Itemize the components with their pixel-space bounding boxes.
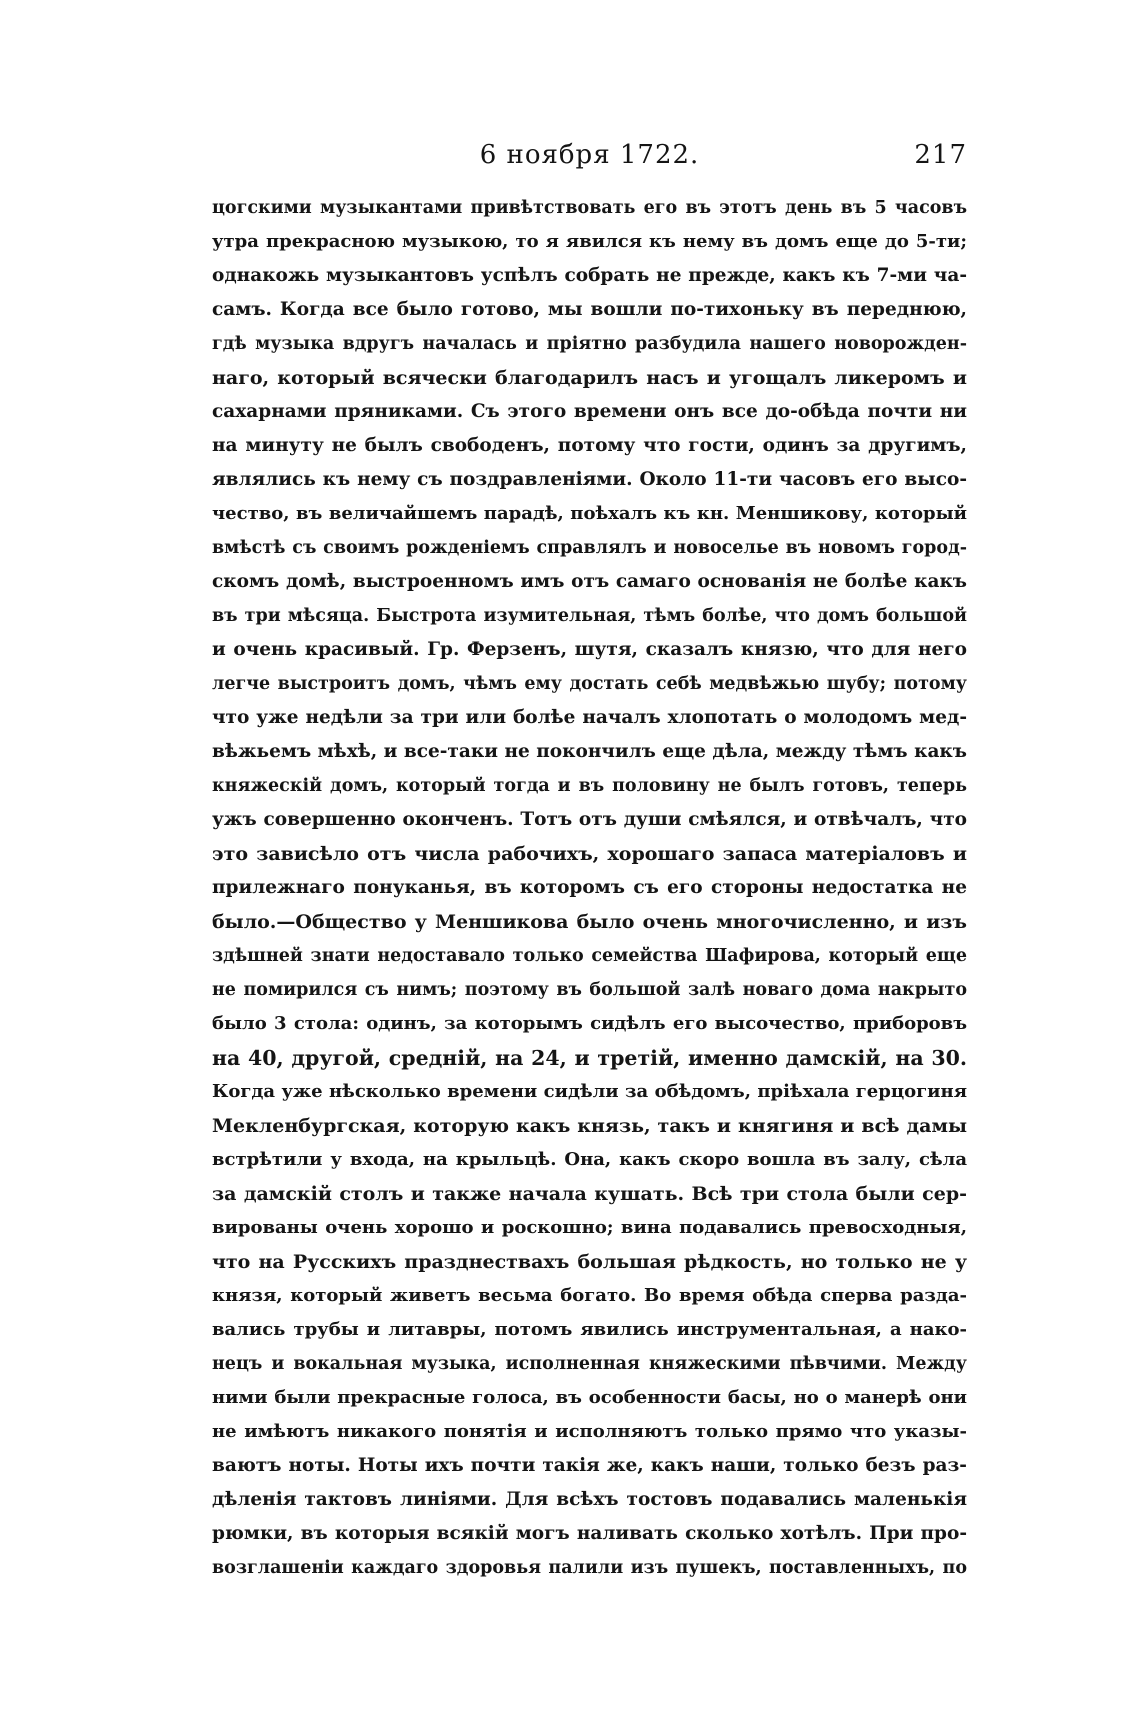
text-line: наго, который всячески благодарилъ насъ и угощалъ ликеромъ и	[212, 367, 967, 389]
text-line: на минуту не былъ свободенъ, потому что гости, одинъ за другимъ,	[212, 435, 967, 456]
text-line: на 40, другой, средній, на 24, и третій, именно дамскій, на 30.	[212, 1046, 967, 1070]
text-line: за дамскій столъ и также начала кушать. Всѣ три стола были сер-	[212, 1183, 967, 1205]
text-line: князя, который живетъ весьма богато. Во время обѣда сперва разда-	[212, 1285, 967, 1306]
text-line: что на Русскихъ празднествахъ большая рѣдкость, но только не у	[212, 1251, 967, 1273]
text-line: было.—Общество у Меншикова было очень многочисленно, и изъ	[212, 911, 967, 933]
text-line: было 3 стола: одинъ, за которымъ сидѣлъ его высочество, приборовъ	[212, 1013, 967, 1034]
text-line: скомъ домѣ, выстроенномъ имъ отъ самаго основанія не болѣе какъ	[212, 571, 967, 592]
text-line: что уже недѣли за три или болѣе началъ хлопотать о молодомъ мед-	[212, 707, 967, 728]
text-line: дѣленія тактовъ линіями. Для всѣхъ тостовъ подавались маленькія	[212, 1489, 967, 1510]
text-line: вированы очень хорошо и роскошно; вина подавались превосходныя,	[212, 1217, 967, 1238]
text-line: являлись къ нему съ поздравленіями. Около 11-ти часовъ его высо-	[212, 469, 967, 490]
text-line: нецъ и вокальная музыка, исполненная княжескими пѣвчими. Между	[212, 1354, 967, 1374]
text-line: и очень красивый. Гр. Ферзенъ, шутя, сказалъ князю, что для него	[212, 639, 967, 660]
page-number: 217	[914, 140, 967, 170]
text-line: гдѣ музыка вдругъ началась и пріятно разбудила нашего новорожден-	[212, 334, 967, 354]
running-head	[212, 140, 967, 180]
text-line: ваютъ ноты. Ноты ихъ почти такія же, какъ наши, только безъ раз-	[212, 1455, 967, 1476]
text-line: возглашеніи каждаго здоровья палили изъ пушекъ, поставленныхъ, по	[212, 1558, 967, 1578]
text-line: вѣжьемъ мѣхѣ, и все-таки не покончилъ еще дѣла, между тѣмъ какъ	[212, 741, 967, 762]
running-title: 6 ноября 1722.	[479, 140, 700, 170]
text-line: Когда уже нѣсколько времени сидѣли за обѣдомъ, пріѣхала герцогиня	[212, 1081, 967, 1102]
text-line: княжескій домъ, который тогда и въ половину не былъ готовъ, теперь	[212, 776, 967, 796]
text-line: чество, въ величайшемъ парадѣ, поѣхалъ къ кн. Меншикову, который	[212, 503, 967, 524]
text-line: ужъ совершенно оконченъ. Тотъ отъ души смѣялся, и отвѣчалъ, что	[212, 809, 967, 830]
text-line: въ три мѣсяца. Быстрота изумительная, тѣмъ болѣе, что домъ большой	[212, 606, 967, 626]
text-line: ними были прекрасные голоса, въ особенности басы, но о манерѣ они	[212, 1387, 967, 1408]
text-line: прилежнаго понуканья, въ которомъ съ его стороны недостатка не	[212, 877, 967, 898]
text-line: самъ. Когда все было готово, мы вошли по-тихоньку въ переднюю,	[212, 299, 967, 320]
text-line: вались трубы и литавры, потомъ явились инструментальная, а нако-	[212, 1319, 967, 1340]
text-line: цогскими музыкантами привѣтствовать его въ этотъ день въ 5 часовъ	[212, 198, 967, 218]
text-line: сахарнами пряниками. Съ этого времени онъ все до-обѣда почти ни	[212, 401, 967, 422]
text-line: вмѣстѣ съ своимъ рожденіемъ справлялъ и новоселье въ новомъ город-	[212, 538, 967, 558]
text-line: здѣшней знати недоставало только семейства Шафирова, который еще	[212, 946, 967, 966]
text-line: встрѣтили у входа, на крыльцѣ. Она, какъ скоро вошла въ залу, сѣла	[212, 1149, 967, 1170]
text-line: не имѣютъ никакого понятія и исполняютъ только прямо что указы-	[212, 1421, 967, 1442]
text-line: это зависѣло отъ числа рабочихъ, хорошаго запаса матеріаловъ и	[212, 843, 967, 865]
text-line: утра прекрасною музыкою, то я явился къ нему въ домъ еще до 5-ти;	[212, 231, 967, 252]
text-line: не помирился съ нимъ; поэтому въ большой залѣ новаго дома накрыто	[212, 980, 967, 1000]
text-line: однакожь музыкантовъ успѣлъ собрать не прежде, какъ къ 7-ми ча-	[212, 265, 967, 286]
body-text	[212, 191, 967, 1585]
text-line: легче выстроитъ домъ, чѣмъ ему достать себѣ медвѣжью шубу; потому	[212, 674, 967, 694]
text-line: Мекленбургская, которую какъ князь, такъ и княгиня и всѣ дамы	[212, 1115, 967, 1137]
text-line: рюмки, въ которыя всякій могъ наливать сколько хотѣлъ. При про-	[212, 1523, 967, 1544]
